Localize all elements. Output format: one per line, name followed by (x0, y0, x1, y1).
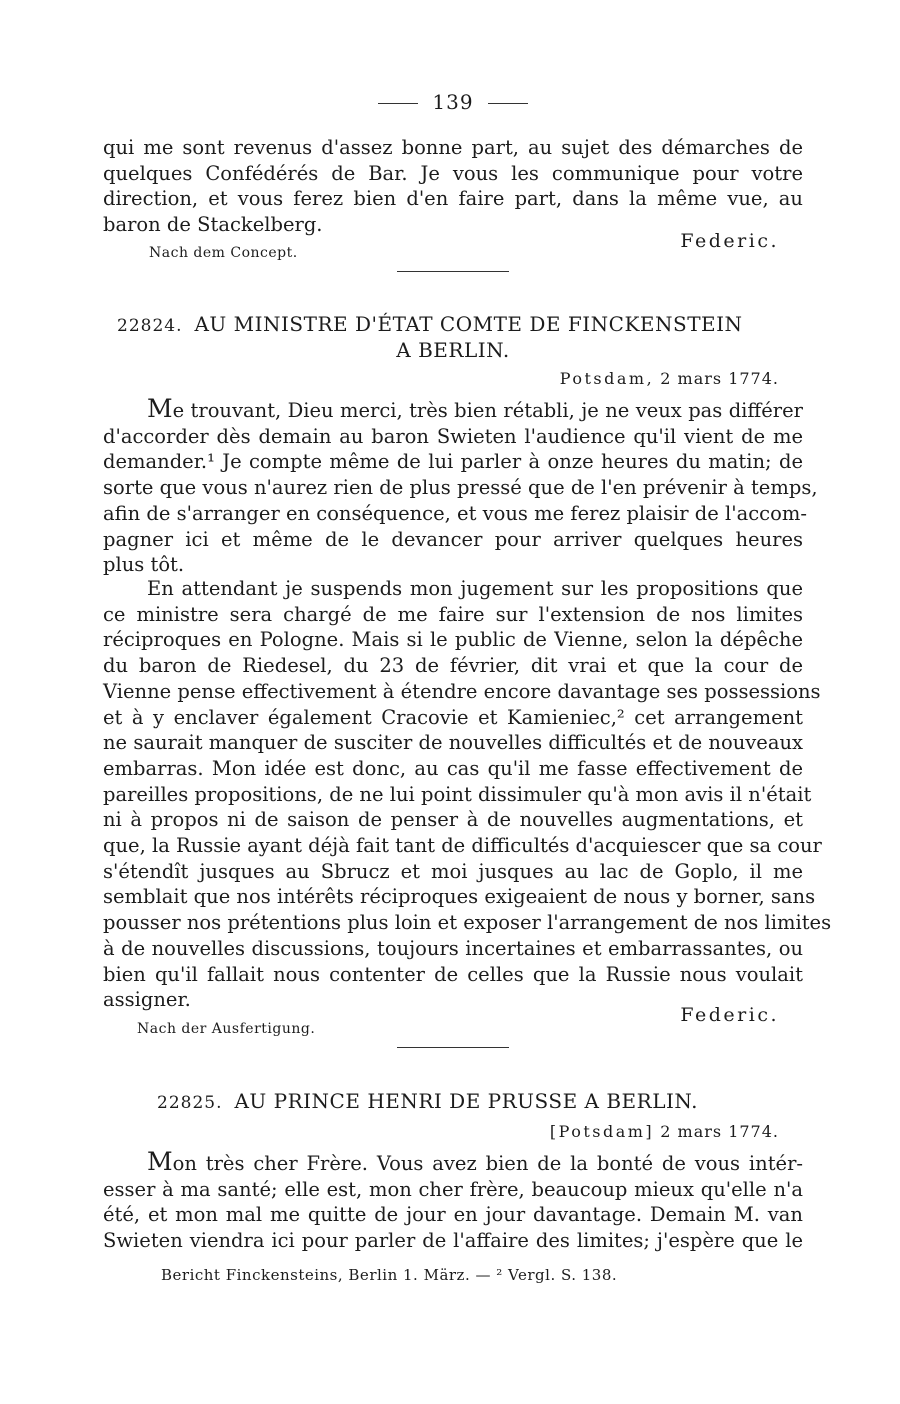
text-line: embarras. Mon idée est donc, au cas qu'il me fasse effectivement de (103, 756, 803, 780)
first-line-text: on très cher Frère. Vous avez bien de la bonté de vous intér- (172, 1152, 803, 1175)
letter-heading (103, 311, 803, 339)
letter-number: 22824. (117, 316, 183, 336)
text-line: s'étendît jusques au Sbrucz et moi jusques au lac de Goplo, il me (103, 859, 803, 883)
paragraph (103, 394, 818, 578)
place: Potsdam, (559, 369, 655, 388)
text-line (103, 1149, 803, 1177)
text-line: pagner ici et même de le devancer pour arriver quelques heures (103, 527, 803, 551)
heading-line: AU PRINCE HENRI DE PRUSSE A BERLIN. (234, 1089, 698, 1113)
heading-line-2: A BERLIN. (396, 338, 510, 362)
date: 2 mars 1774. (660, 1122, 779, 1141)
text-line: bien qu'il fallait nous contenter de celles que la Russie nous voulait (103, 962, 803, 986)
text-line: plus tôt. (103, 553, 185, 577)
text-line: été, et mon mal me quitte de jour en jour davantage. Demain M. van (103, 1203, 803, 1227)
text-line: direction, et vous ferez bien d'en faire part, dans la même vue, au (103, 187, 803, 211)
text-line: pousser nos prétentions plus loin et exposer l'arrangement de nos limites (103, 911, 832, 935)
text-line: ce ministre sera chargé de me faire sur l'extension de nos limites (103, 602, 803, 626)
date: 2 mars 1774. (660, 369, 779, 388)
source-note: Nach der Ausfertigung. (137, 1021, 316, 1037)
dateline (560, 369, 779, 388)
heading-line: AU MINISTRE D'ÉTAT COMTE DE FINCKENSTEIN (194, 312, 743, 336)
first-line-text: e trouvant, Dieu merci, très bien rétabli, je ne veux pas différer (172, 399, 803, 422)
text-line: à de nouvelles discussions, toujours incertaines et embarrassantes, ou (103, 936, 803, 960)
text-line: réciproques en Pologne. Mais si le public de Vienne, selon la dépêche (103, 628, 803, 652)
section-divider (397, 271, 509, 272)
page-number-text: 139 (432, 90, 474, 114)
letter-continuation (103, 135, 803, 238)
text-line: pareilles propositions, de ne lui point dissimuler qu'à mon avis il n'était (103, 782, 812, 806)
letter-number: 22825. (157, 1093, 223, 1113)
text-line: semblait que nos intérêts réciproques exigeaient de nous y borner, sans (103, 885, 816, 909)
signature: Federic. (680, 230, 779, 252)
text-line: Swieten viendra ici pour parler de l'affaire des limites; j'espère que le (103, 1229, 803, 1253)
text-line: ni à propos ni de saison de penser à de nouvelles augmentations, et (103, 808, 803, 832)
page-number (103, 90, 803, 114)
text-line: qui me sont revenus d'assez bonne part, au sujet des démarches de (103, 136, 803, 159)
text-line: esser à ma santé; elle est, mon cher frère, beaucoup mieux qu'elle n'a (103, 1177, 803, 1201)
paragraph (103, 576, 832, 1013)
text-line: et à y enclaver également Cracovie et Kamieniec,² cet arrangement (103, 705, 803, 729)
footnote: Bericht Finckensteins, Berlin 1. März. — ² Vergl. S. 138. (161, 1266, 618, 1284)
signature: Federic. (680, 1004, 779, 1026)
text-line: baron de Stackelberg. (103, 213, 323, 237)
section-divider (397, 1047, 509, 1048)
text-line: sorte que vous n'aurez rien de plus pressé que de l'en prévenir à temps, (103, 476, 818, 500)
text-line: demander.¹ Je compte même de lui parler à onze heures du matin; de (103, 450, 803, 474)
initial-letter: M (147, 394, 173, 423)
dateline (550, 1122, 779, 1141)
text-line (103, 396, 803, 424)
text-line: ne saurait manquer de susciter de nouvelles difficultés et de nouveaux (103, 731, 803, 755)
paragraph (103, 1149, 803, 1254)
initial-letter: M (147, 1147, 173, 1176)
text-line: d'accorder dès demain au baron Swieten l'audience qu'il vient de me (103, 424, 803, 448)
dash-left (378, 103, 418, 104)
text-line: quelques Confédérés de Bar. Je vous les communique pour votre (103, 161, 803, 185)
text-line: afin de s'arranger en conséquence, et vous me ferez plaisir de l'accom- (103, 501, 807, 525)
text-line: Vienne pense effectivement à étendre encore davantage ses possessions (103, 679, 821, 703)
text-line: En attendant je suspends mon jugement sur les propositions que (147, 577, 803, 600)
text-line: assigner. (103, 988, 191, 1012)
source-note: Nach dem Concept. (149, 245, 298, 261)
dash-right (488, 103, 528, 104)
text-line: du baron de Riedesel, du 23 de février, dit vrai et que la cour de (103, 654, 803, 678)
text-line: que, la Russie ayant déjà fait tant de difficultés d'acquiescer que sa cour (103, 834, 822, 858)
letter-heading (103, 1088, 803, 1116)
document-page (103, 0, 832, 1404)
place: [Potsdam] (549, 1122, 655, 1141)
